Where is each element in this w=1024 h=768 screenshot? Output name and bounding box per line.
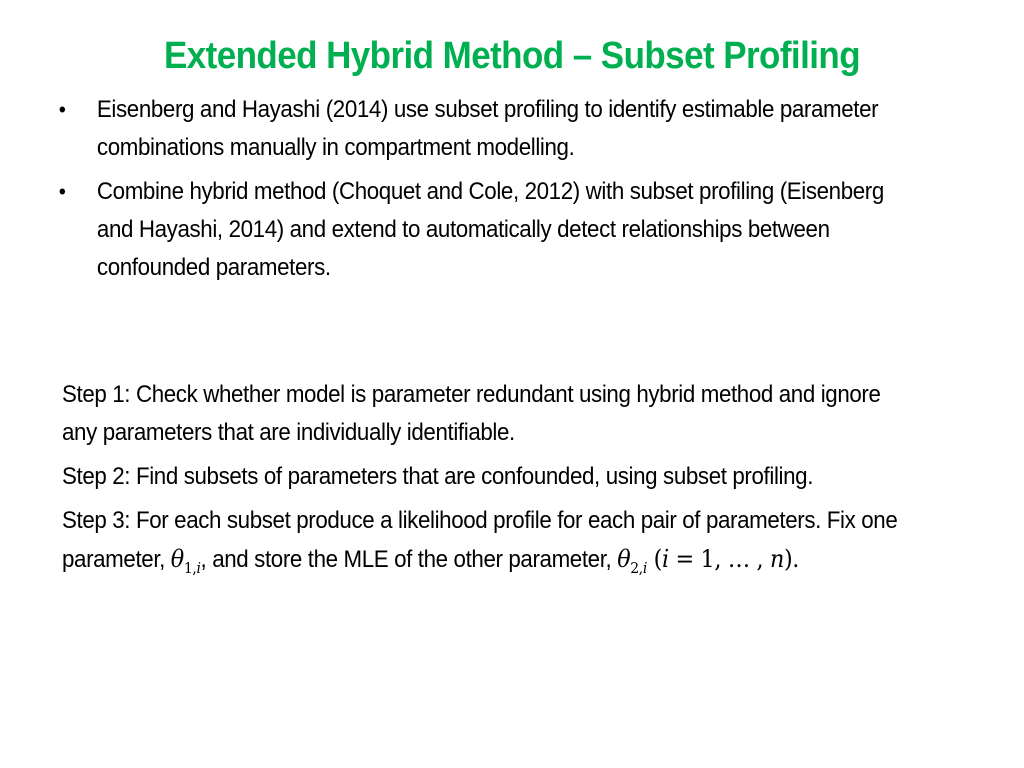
theta-2-i-formula xyxy=(617,545,647,577)
theta-symbol: θ xyxy=(617,545,631,573)
step-3 xyxy=(62,502,908,587)
bullet-text: Eisenberg and Hayashi (2014) use subset profiling to identify estimable parameter combinations manually in compartment modelling. xyxy=(96,96,879,161)
steps-section xyxy=(62,376,972,593)
paren-open: ( xyxy=(646,545,663,573)
step-1: Step 1: Check whether model is parameter redundant using hybrid method and ignore any parameters that are individually identifiable. xyxy=(62,381,881,446)
step-3-text-part2: , and store the MLE of the other parameter, xyxy=(200,546,618,573)
step-3-text-part1: Step 3: For each subset produce a likelihood profile for each pair of parameters. Fix one parameter, xyxy=(62,507,898,573)
theta-symbol: θ xyxy=(170,545,184,573)
bullet-dot-icon: • xyxy=(58,179,66,204)
subscript-var: i xyxy=(642,558,647,577)
equals-range: = 1, … , xyxy=(668,545,770,573)
var-i: i xyxy=(662,545,669,573)
subscript-index: 2, xyxy=(630,558,643,577)
step-2: Step 2: Find subsets of parameters that are confounded, using subset profiling. xyxy=(62,463,814,490)
bullet-text: Combine hybrid method (Choquet and Cole, 2012) with subset profiling (Eisenberg and Hayashi, 2014) and extend to automatically detect relationships between confounded parameters. xyxy=(96,178,884,281)
var-n: n xyxy=(769,545,784,573)
index-range-formula xyxy=(647,545,799,573)
bullet-dot-icon: • xyxy=(58,97,66,122)
bullet-item xyxy=(56,91,912,167)
subscript-var: i xyxy=(196,558,201,577)
paren-close: ). xyxy=(783,545,800,573)
bullet-item xyxy=(56,173,912,287)
slide-title: Extended Hybrid Method – Subset Profiling xyxy=(163,35,861,77)
bullet-list xyxy=(56,91,976,293)
subscript-index: 1, xyxy=(183,558,197,577)
theta-1-i-formula xyxy=(170,545,201,577)
